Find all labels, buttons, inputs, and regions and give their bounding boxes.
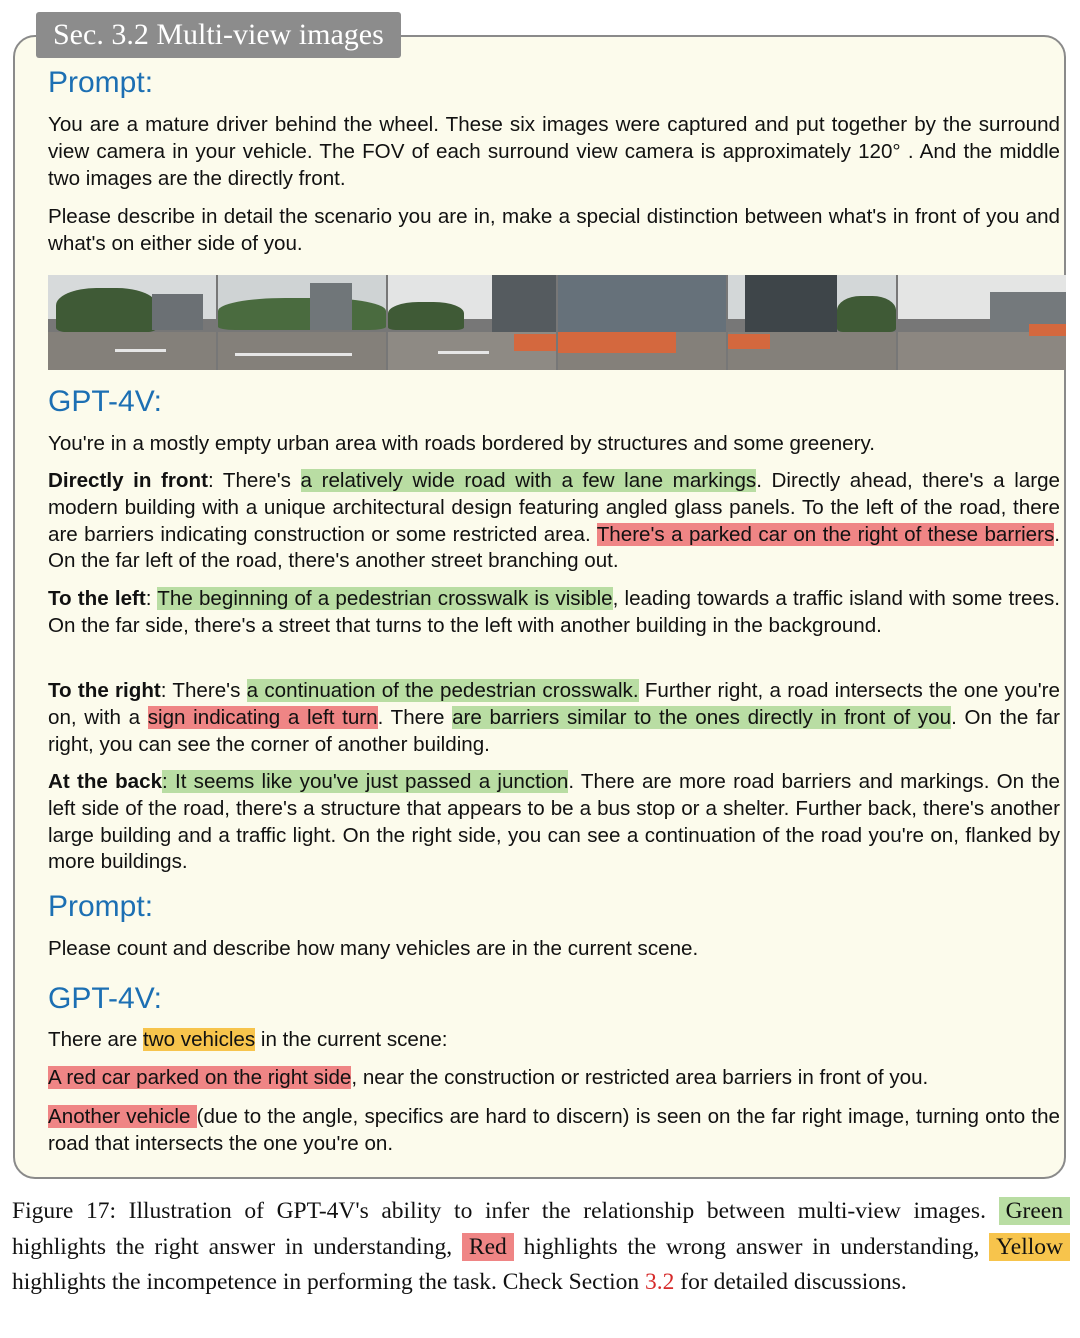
section-title-tab: Sec. 3.2 Multi-view images bbox=[36, 12, 401, 58]
count-text-1: There are bbox=[48, 1028, 144, 1051]
answer-2-line-1 bbox=[48, 1027, 1060, 1054]
prompt-2-paragraph: Please count and describe how many vehicles are in the current scene. bbox=[48, 937, 699, 960]
answer-1-right-paragraph bbox=[48, 678, 1060, 758]
camera-image-5 bbox=[728, 275, 896, 370]
gpt4v-heading-1: GPT-4V: bbox=[48, 385, 162, 418]
front-text-3: . On the far left of the road, there's another street branching out. bbox=[48, 522, 1060, 573]
green-highlight: a relatively wide road with a few lane markings bbox=[300, 469, 757, 492]
caption-yellow-label: Yellow bbox=[989, 1233, 1070, 1261]
caption-green-label: Green bbox=[999, 1197, 1070, 1225]
caption-text-3: highlights the wrong answer in understanding, bbox=[513, 1233, 990, 1260]
yellow-highlight: two vehicles bbox=[143, 1028, 256, 1051]
gpt4v-heading-2: GPT-4V: bbox=[48, 982, 162, 1015]
caption-text-1: Figure 17: Illustration of GPT-4V's ability to infer the relationship between multi-view images. bbox=[12, 1198, 999, 1224]
camera-image-3 bbox=[388, 275, 556, 370]
left-label: To the left bbox=[48, 587, 146, 610]
left-text-1: : bbox=[145, 587, 158, 610]
front-text-1: : There's bbox=[207, 469, 301, 492]
left-text-2: , leading towards a traffic island with some trees. On the far side, there's a street that turns to the left with another building in the background. bbox=[48, 587, 1060, 637]
caption-text-2: highlights the right answer in understanding, bbox=[12, 1233, 462, 1260]
right-text-2: Further right, a road intersects the one you're on, with a bbox=[48, 679, 1060, 729]
figure-caption bbox=[12, 1194, 1070, 1301]
right-label: To the right bbox=[48, 679, 161, 702]
answer-1-intro: You're in a mostly empty urban area with roads bordered by structures and some greenery. bbox=[48, 432, 875, 455]
vehicle-2-text: (due to the angle, specifics are hard to discern) is seen on the far right image, turning onto the road that intersects the one you're on. bbox=[48, 1105, 1060, 1155]
back-text-1: . There are more road barriers and markings. On the left side of the road, there's a structure that appears to be a bus stop or a shelter. Further back, there's another large building and a traffic light. On the right side, you can see a continuation of the road you're on, flanked by more buildings. bbox=[48, 770, 1060, 874]
red-highlight: sign indicating a left turn bbox=[147, 705, 378, 729]
answer-1-front-paragraph bbox=[48, 468, 1060, 575]
front-text-2: . Directly ahead, there's a large modern building with a unique architectural design featuring angled glass panels. To the left of the road, there are barriers indicating construction or some restricted area. bbox=[48, 469, 1060, 546]
section-reference-link[interactable]: 3.2 bbox=[645, 1269, 675, 1295]
red-highlight: A red car parked on the right side bbox=[48, 1066, 352, 1089]
example-panel bbox=[13, 35, 1066, 1179]
caption-red-label: Red bbox=[462, 1233, 514, 1261]
camera-image-6 bbox=[898, 275, 1066, 370]
vehicle-1-text: , near the construction or restricted area barriers in front of you. bbox=[351, 1066, 929, 1089]
right-text-4: . On the far right, you can see the corner of another building. bbox=[48, 705, 1060, 756]
count-text-2: in the current scene: bbox=[255, 1028, 448, 1051]
right-text-3: . There bbox=[377, 705, 453, 729]
camera-image-1 bbox=[48, 275, 216, 370]
answer-2-line-2 bbox=[48, 1065, 1060, 1092]
red-highlight: Another vehicle bbox=[48, 1105, 197, 1128]
back-label: At the back bbox=[48, 770, 163, 793]
green-highlight: are barriers similar to the ones directly in front of you bbox=[452, 705, 952, 729]
surround-view-image-strip bbox=[48, 275, 1066, 370]
prompt-1-paragraph-2: Please describe in detail the scenario you are in, make a special distinction between what's in front of you and what's on either side of you. bbox=[48, 205, 1060, 255]
prompt-1-paragraph-1: You are a mature driver behind the wheel. These six images were captured and put together by the surround view camera in your vehicle. The FOV of each surround view camera is approximately 120° . And the middle two images are the directly front. bbox=[48, 113, 1060, 190]
answer-2-line-3 bbox=[48, 1104, 1060, 1158]
front-label: Directly in front bbox=[48, 469, 208, 492]
green-highlight: a continuation of the pedestrian crosswalk. bbox=[246, 679, 639, 702]
caption-text-4: highlights the incompetence in performing the task. Check Section bbox=[12, 1269, 646, 1295]
prompt-heading-1: Prompt: bbox=[48, 66, 154, 99]
answer-1-left-paragraph bbox=[48, 586, 1060, 640]
prompt-heading-2: Prompt: bbox=[48, 890, 154, 923]
camera-image-4 bbox=[558, 275, 726, 370]
right-text-1: : There's bbox=[160, 679, 247, 702]
camera-image-2 bbox=[218, 275, 386, 370]
red-highlight: There's a parked car on the right of these barriers bbox=[596, 522, 1055, 546]
green-highlight: The beginning of a pedestrian crosswalk is visible bbox=[157, 587, 613, 610]
answer-1-back-paragraph bbox=[48, 769, 1060, 876]
caption-text-5: for detailed discussions. bbox=[674, 1269, 907, 1295]
green-highlight: : It seems like you've just passed a junction bbox=[162, 770, 569, 793]
